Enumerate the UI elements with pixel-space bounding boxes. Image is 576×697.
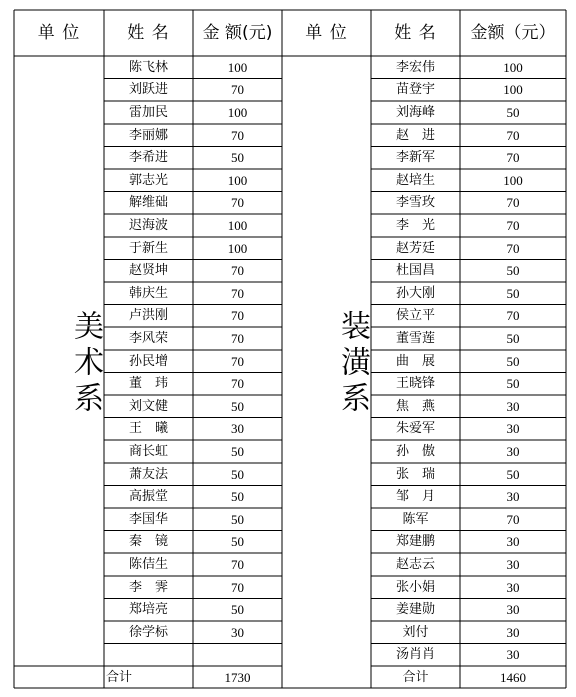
name-cell: 萧友法 [128,466,168,482]
total-value: 1730 [224,669,251,685]
name-cell: 赵贤坤 [128,263,168,279]
amount-cell: 50 [231,534,244,550]
amount-cell: 30 [506,443,520,459]
amount-cell: 70 [231,330,244,346]
name-cell: 李风荣 [128,330,168,346]
name-cell: 汤肖肖 [395,647,435,663]
amount-cell: 50 [231,511,244,527]
name-cell: 朱爱军 [395,421,435,437]
amount-cell: 100 [503,59,523,75]
header-cell: 金 额(元) [202,22,273,43]
amount-cell: 50 [506,330,520,346]
amount-cell: 50 [231,443,244,459]
amount-cell: 70 [231,308,244,324]
amount-cell: 50 [231,602,244,618]
name-cell: 雷加民 [128,104,168,120]
name-cell [104,644,193,667]
amount-cell: 50 [231,398,244,414]
name-cell: 郑培亮 [128,602,168,618]
amount-cell: 30 [231,624,244,640]
amount-cell: 30 [506,489,520,505]
amount-cell: 70 [231,556,244,572]
name-cell: 孙大刚 [395,285,435,301]
amount-cell: 100 [503,172,523,188]
amount-cell: 70 [231,127,244,143]
amount-cell: 30 [506,579,520,595]
total-label: 合计 [402,669,429,685]
name-cell: 曲 展 [395,353,435,369]
name-cell: 郑建鹏 [395,534,435,550]
amount-cell: 70 [506,240,520,256]
amount-cell: 70 [506,195,520,211]
name-cell: 卢洪刚 [128,308,168,324]
name-cell: 郭志光 [128,172,168,188]
amount-cell: 70 [506,217,520,233]
header-cell: 单 位 [305,22,348,43]
name-cell: 张 瑞 [395,466,435,482]
amount-cell: 50 [506,104,520,120]
name-cell: 王晓锋 [395,376,435,392]
name-cell: 张小娟 [395,579,435,595]
amount-cell: 50 [231,489,244,505]
amount-cell: 30 [506,624,520,640]
amount-cell: 50 [506,376,520,392]
amount-cell: 100 [503,82,523,98]
amount-cell: 30 [506,602,520,618]
name-cell: 高振堂 [128,489,168,505]
name-cell: 孙民增 [128,353,168,369]
name-cell: 赵志云 [395,556,435,572]
department-label-art: 美术系 [68,310,103,418]
total-label: 合计 [106,669,133,685]
amount-cell: 70 [506,308,520,324]
name-cell: 刘文健 [128,398,168,414]
name-cell: 刘付 [402,624,429,640]
amount-cell: 30 [231,421,244,437]
header-cell: 单 位 [37,22,81,43]
name-cell: 李雪玫 [395,195,435,211]
name-cell: 李 光 [395,217,435,233]
name-cell: 赵芳廷 [395,240,435,256]
amount-cell: 100 [227,240,248,256]
name-cell: 苗登宇 [395,82,435,98]
name-cell: 秦 镜 [128,534,168,550]
name-cell: 邹 月 [395,489,435,505]
name-cell: 孙 傲 [395,443,435,459]
header-cell: 姓 名 [394,22,437,43]
name-cell: 焦 燕 [395,398,435,414]
amount-cell: 70 [506,511,520,527]
name-cell: 迟海波 [128,217,168,233]
name-cell: 王 曦 [128,421,168,437]
amount-cell: 70 [231,285,244,301]
name-cell: 商长虹 [128,443,168,459]
name-cell: 陈飞林 [128,59,168,75]
amount-cell: 30 [506,398,520,414]
header-cell: 金额（元） [470,22,556,43]
amount-cell: 70 [506,150,520,166]
name-cell: 于新生 [128,240,168,256]
name-cell: 陈军 [402,511,429,527]
amount-cell: 50 [506,285,520,301]
amount-cell: 30 [506,647,520,663]
amount-cell: 50 [506,263,520,279]
name-cell: 李新军 [395,150,435,166]
name-cell: 李 霁 [128,579,168,595]
name-cell: 李丽娜 [128,127,168,143]
amount-cell: 70 [231,263,244,279]
name-cell: 韩庆生 [128,285,168,301]
name-cell: 李希进 [128,150,168,166]
name-cell: 赵培生 [395,172,435,188]
amount-cell: 100 [227,59,248,75]
amount-cell: 70 [231,82,244,98]
name-cell: 侯立平 [395,308,435,324]
amount-cell: 100 [227,104,248,120]
amount-cell: 30 [506,421,520,437]
amount-cell: 100 [227,217,248,233]
department-label-decoration: 装潢系 [335,310,370,418]
total-value: 1460 [500,669,526,685]
name-cell: 李国华 [128,511,168,527]
amount-cell: 70 [231,353,244,369]
header-cell: 姓 名 [127,22,170,43]
amount-cell: 30 [506,556,520,572]
name-cell: 姜建勋 [395,602,435,618]
amount-cell: 70 [506,127,520,143]
name-cell: 杜国昌 [395,263,435,279]
name-cell: 刘海峰 [395,104,435,120]
amount-cell: 50 [506,466,520,482]
amount-cell: 30 [506,534,520,550]
name-cell: 刘跃进 [128,82,168,98]
amount-cell: 70 [231,195,244,211]
amount-cell: 50 [231,150,244,166]
name-cell: 徐学标 [128,624,168,640]
amount-cell: 70 [231,376,244,392]
name-cell: 李宏伟 [395,59,435,75]
name-cell: 董雪莲 [395,330,435,346]
amount-cell: 50 [506,353,520,369]
name-cell: 解维础 [128,195,168,211]
name-cell: 董 玮 [128,376,168,392]
amount-cell: 50 [231,466,244,482]
name-cell: 赵 进 [395,127,435,143]
name-cell: 陈佶生 [128,556,168,572]
amount-cell: 70 [231,579,244,595]
amount-cell [193,644,282,667]
amount-cell: 100 [227,172,248,188]
